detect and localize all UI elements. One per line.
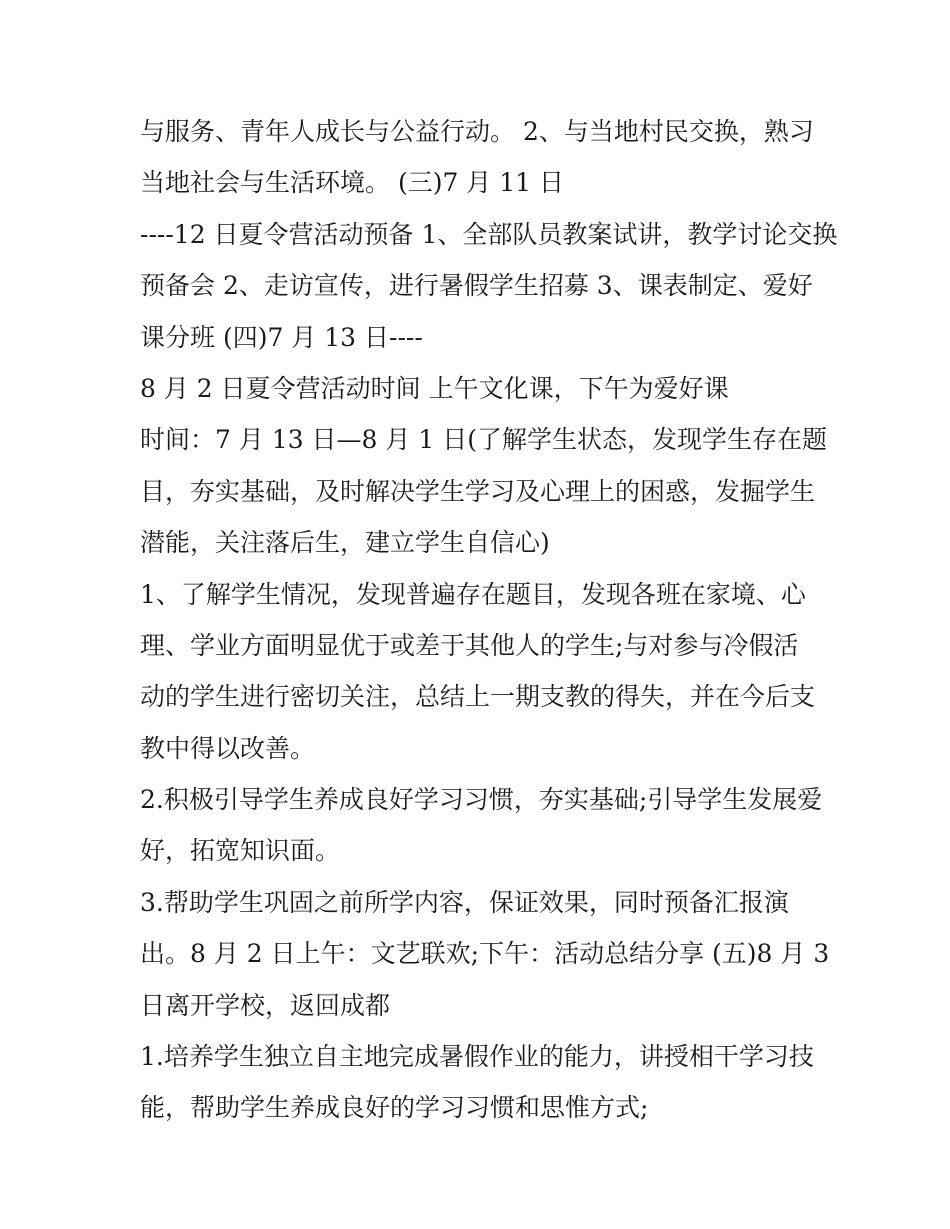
text-line: 2.积极引导学生养成良好学习习惯，夯实基础;引导学生发展爱: [140, 785, 823, 815]
text-line: 时间：7 月 13 日—8 月 1 日(了解学生状态，发现学生存在题: [140, 425, 827, 455]
text-line: 教中得以改善。: [140, 733, 316, 763]
text-line: 课分班 (四)7 月 13 日----: [140, 322, 423, 352]
text-line: ----12 日夏令营活动预备 1、全部队员教案试讲，教学讨论交换: [140, 219, 838, 249]
text-line: 日离开学校，返回成都: [140, 990, 391, 1020]
text-line: 动的学生进行密切关注，总结上一期支教的得失，并在今后支: [140, 682, 816, 712]
text-line: 当地社会与生活环境。 (三)7 月 11 日: [140, 168, 565, 198]
text-line: 1、了解学生情况，发现普遍存在题目，发现各班在家境、心: [140, 579, 806, 609]
text-line: 出。8 月 2 日上午：文艺联欢;下午：活动总结分享 (五)8 月 3: [140, 939, 830, 969]
text-line: 目，夯实基础，及时解决学生学习及心理上的困惑，发掘学生: [140, 476, 816, 506]
text-line: 预备会 2、走访宣传，进行暑假学生招募 3、课表制定、爱好: [140, 271, 813, 301]
text-line: 与服务、青年人成长与公益行动。 2、与当地村民交换，熟习: [140, 117, 814, 146]
text-line: 潜能，关注落后生，建立学生自信心): [140, 528, 550, 558]
text-line: 8 月 2 日夏令营活动时间 上午文化课，下午为爱好课: [140, 373, 729, 403]
document-body: [140, 106, 838, 1134]
text-line: 1.培养学生独立自主地完成暑假作业的能力，讲授相干学习技: [140, 1042, 814, 1072]
text-line: 3.帮助学生巩固之前所学内容，保证效果，同时预备汇报演: [140, 887, 789, 917]
text-line: 理、学业方面明显优于或差于其他人的学生;与对参与冷假活: [140, 630, 799, 660]
text-line: 好，拓宽知识面。: [140, 836, 341, 866]
text-line: 能，帮助学生养成良好的学习习惯和思惟方式;: [140, 1093, 649, 1123]
